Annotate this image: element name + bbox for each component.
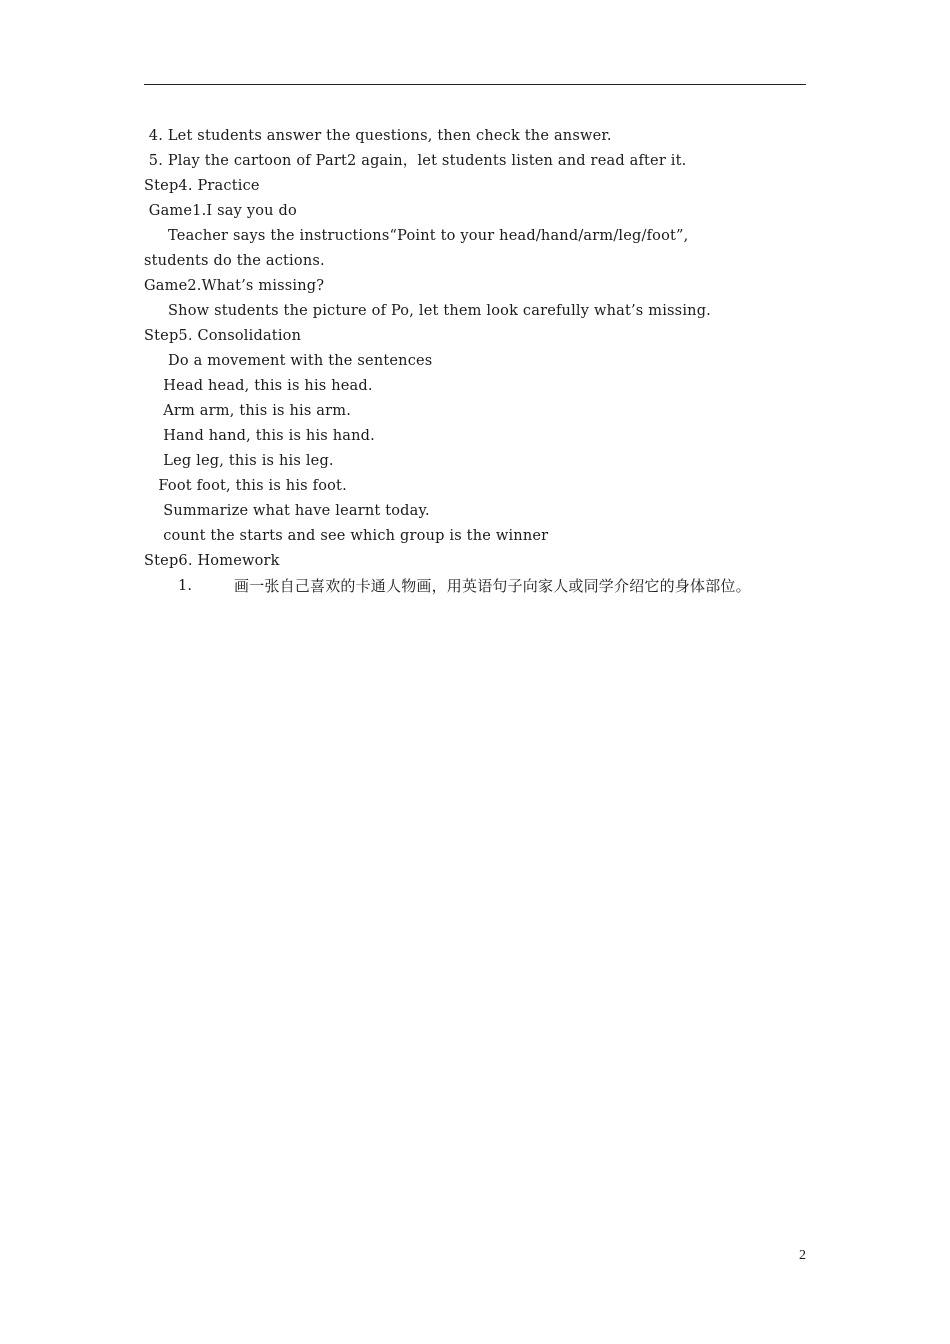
count-line: count the starts and see which group is the winner [144, 528, 549, 544]
step5-heading: Step5. Consolidation [144, 328, 302, 344]
step5-intro: Do a movement with the sentences [144, 353, 433, 369]
summary-line: Summarize what have learnt today. [144, 503, 430, 519]
step6-heading: Step6. Homework [144, 553, 280, 569]
chant-line-arm: Arm arm, this is his arm. [144, 403, 352, 419]
game2-instruction: Show students the picture of Po, let them look carefully what’s missing. [144, 303, 711, 319]
chant-line-leg: Leg leg, this is his leg. [144, 453, 334, 469]
game2-title: Game2.What’s missing? [144, 278, 325, 294]
step3-item-5: 5. Play the cartoon of Part2 again，let students listen and read after it. [144, 153, 687, 169]
game1-instruction: Teacher says the instructions“Point to your head/hand/arm/leg/foot”, [144, 228, 689, 244]
step4-heading: Step4. Practice [144, 178, 260, 194]
homework-item-number: 1. [178, 578, 193, 594]
game1-title: Game1.I say you do [144, 203, 297, 219]
chant-line-hand: Hand hand, this is his hand. [144, 428, 375, 444]
chant-line-head: Head head, this is his head. [144, 378, 373, 394]
homework-item-text: 画一张自己喜欢的卡通人物画，用英语句子向家人或同学介绍它的身体部位。 [234, 577, 751, 595]
game1-instruction-cont: students do the actions. [144, 253, 325, 269]
page-number: 2 [799, 1248, 806, 1263]
step3-item-4: 4. Let students answer the questions, then check the answer. [144, 128, 612, 144]
header-rule [144, 84, 806, 85]
chant-line-foot: Foot foot, this is his foot. [144, 478, 347, 494]
